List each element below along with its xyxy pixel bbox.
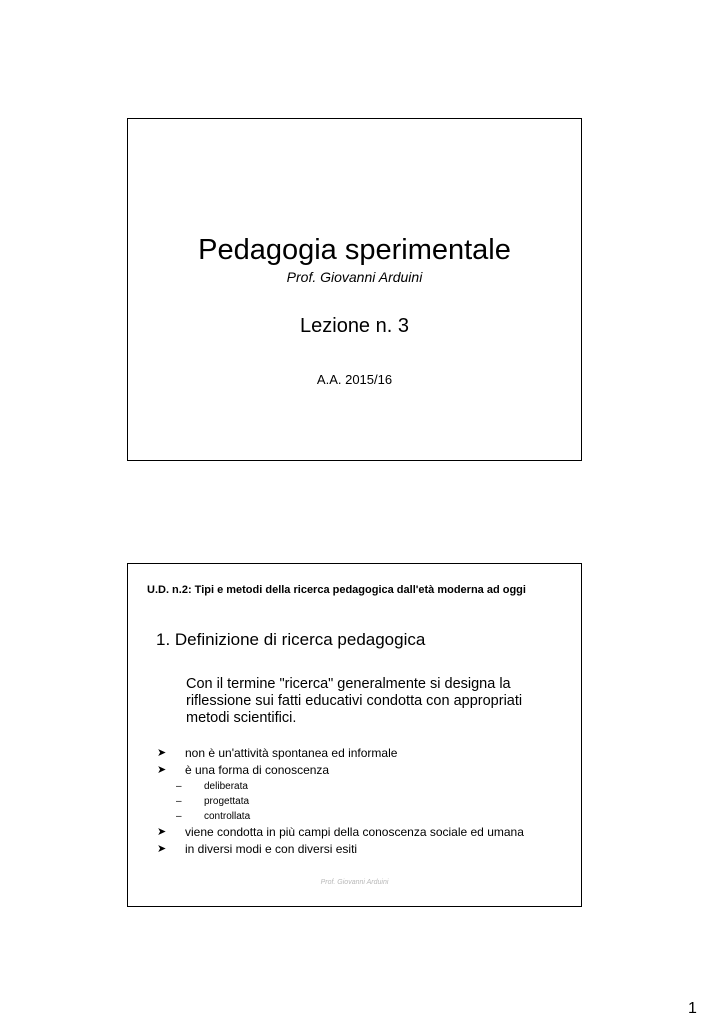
arrow-bullet-icon: ➤ — [157, 764, 167, 776]
lesson-number: Lezione n. 3 — [300, 315, 409, 337]
bullet-text: è una forma di conoscenza — [185, 763, 330, 777]
section-heading: 1. Definizione di ricerca pedagogica — [156, 630, 426, 649]
bullet-text: non è un'attività spontanea ed informale — [185, 746, 398, 760]
author-name: Prof. Giovanni Arduini — [286, 269, 423, 285]
list-item — [148, 841, 578, 858]
bullet-text: in diversi modi e con diversi esiti — [185, 842, 358, 856]
sub-list-item — [148, 809, 578, 824]
list-item — [148, 745, 578, 762]
title-slide — [127, 118, 582, 461]
arrow-bullet-icon: ➤ — [157, 843, 167, 855]
sub-item-text: progettata — [204, 796, 250, 807]
academic-year: A.A. 2015/16 — [316, 372, 393, 387]
list-item — [148, 824, 578, 841]
dash-bullet-icon: – — [176, 811, 182, 822]
sub-item-text: deliberata — [204, 781, 248, 792]
page-number: 1 — [688, 1000, 697, 1017]
unit-header: U.D. n.2: Tipi e metodi della ricerca pedagogica dall'età moderna ad oggi — [147, 584, 526, 596]
slide-footer: Prof. Giovanni Arduini — [320, 879, 389, 886]
sub-list-item — [148, 794, 578, 809]
sub-item-text: controllata — [204, 811, 251, 822]
definition-paragraph: Con il termine "ricerca" generalmente si designa la riflessione sui fatti educativi condotta con appropriati metodi scientifici. — [186, 676, 523, 726]
dash-bullet-icon: – — [176, 781, 182, 792]
bullet-text: viene condotta in più campi della conoscenza sociale ed umana — [185, 825, 524, 839]
content-slide — [127, 563, 582, 907]
arrow-bullet-icon: ➤ — [157, 826, 167, 838]
list-item — [148, 762, 578, 779]
dash-bullet-icon: – — [176, 796, 182, 807]
bullet-list — [148, 745, 578, 858]
slide-title: Pedagogia sperimentale — [198, 234, 511, 266]
arrow-bullet-icon: ➤ — [157, 747, 167, 759]
sub-list-item — [148, 779, 578, 794]
